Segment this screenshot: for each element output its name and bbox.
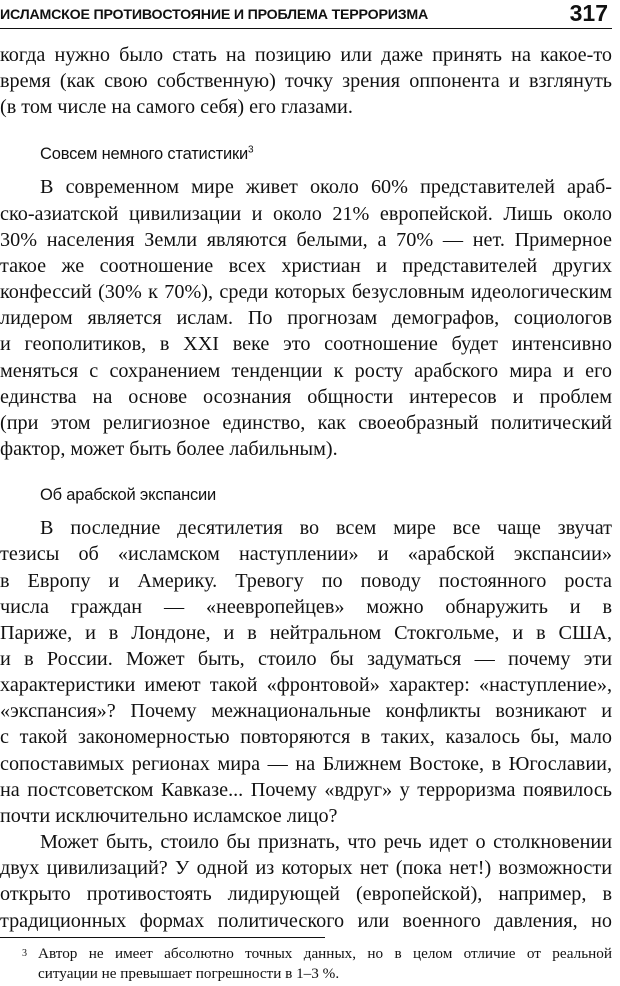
text-line: Париже, и в Лондоне, и в нейтральном Стокгольме, и в США, bbox=[0, 621, 612, 644]
text-line: В последние десятилетия во всем мире все чаще звучат bbox=[40, 517, 612, 540]
page-body bbox=[0, 42, 612, 934]
expansion-paragraph bbox=[0, 515, 612, 829]
footnote-reference: 3 bbox=[248, 144, 254, 156]
text-line: числа граждан — «неевропейцев» можно обнаружить и в bbox=[0, 595, 612, 618]
text-line: традиционных формах политического или военного давления, но bbox=[0, 909, 612, 932]
text-line: такое же соотношение всех христиан и представителей других bbox=[0, 254, 612, 277]
section-heading-text: Совсем немного статистики bbox=[40, 145, 249, 164]
text-line: на постсоветском Кавказе... Почему «вдруг» у терроризма появилось bbox=[0, 778, 612, 801]
text-line: время (как свою собственную) точку зрения оппонента и взглянуть bbox=[0, 70, 612, 93]
text-line: единства на основе осознания общности интересов и проблем bbox=[0, 385, 612, 408]
text-line: (при этом религиозное единство, как своеобразный политический bbox=[0, 411, 612, 434]
footnote-line: Автор не имеет абсолютно точных данных, но в целом отличие от реальной bbox=[38, 945, 612, 962]
footnote bbox=[0, 944, 612, 983]
text-line: лидером является ислам. По прогнозам демографов, социологов bbox=[0, 307, 612, 330]
text-line: и в России. Может быть, стоило бы задуматься — почему эти bbox=[0, 647, 612, 670]
text-line: и геополитиков, в XXI веке это соотношение будет интенсивно bbox=[0, 333, 612, 356]
text-line: характеристики имеют такой «фронтовой» характер: «наступление», bbox=[0, 674, 612, 697]
text-line: двух цивилизаций? У одной из которых нет (пока нет!) возможности bbox=[0, 857, 612, 880]
text-line: фактор, может быть более лабильным). bbox=[0, 438, 338, 461]
text-line: Может быть, стоило бы признать, что речь идет о столкновении bbox=[40, 831, 612, 854]
civilizations-paragraph bbox=[0, 829, 612, 934]
text-line: меняться с сохранением тенденции к росту арабского мира и его bbox=[0, 359, 612, 382]
text-line: ско-азиатской цивилизации и около 21% европейской. Лишь около bbox=[0, 202, 612, 225]
text-line: 30% населения Земли являются белыми, а 70% — нет. Примерное bbox=[0, 228, 612, 251]
text-line: сопоставимых регионах мира — на Ближнем Востоке, в Югославии, bbox=[0, 752, 612, 775]
text-line: почти исключительно исламское лицо? bbox=[0, 804, 338, 827]
text-line: открыто противостоять лидирующей (европейской), например, в bbox=[0, 883, 612, 906]
text-line: когда нужно было стать на позицию или даже принять на какое-то bbox=[0, 44, 612, 66]
text-line: (в том числе на самого себя) его глазами. bbox=[0, 96, 353, 119]
running-head bbox=[0, 0, 612, 29]
statistics-paragraph bbox=[0, 174, 612, 462]
text-line: с такой закономерностью повторяются в таких, казалось бы, мало bbox=[0, 726, 612, 749]
footnote-separator bbox=[0, 937, 325, 938]
page-number: 317 bbox=[569, 0, 608, 26]
section-heading-expansion: Об арабской экспансии bbox=[40, 486, 217, 505]
text-line: конфессий (30% к 70%), среди которых безусловным идеологическим bbox=[0, 281, 612, 304]
text-line: тезисы об «исламском наступлении» и «арабской экспансии» bbox=[0, 543, 612, 566]
footnote-line: ситуации не превышает погрешности в 1–3 %. bbox=[38, 964, 340, 982]
text-line: В современном мире живет около 60% представителей араб- bbox=[40, 176, 612, 199]
text-line: в Европу и Америку. Тревогу по поводу постоянного роста bbox=[0, 569, 612, 592]
text-line: «экспансия»? Почему межнациональные конфликты возникают и bbox=[0, 700, 612, 723]
running-title: ИСЛАМСКОЕ ПРОТИВОСТОЯНИЕ И ПРОБЛЕМА ТЕРРОРИЗМА bbox=[0, 7, 429, 23]
intro-paragraph bbox=[0, 42, 612, 120]
footnote-mark: 3 bbox=[22, 948, 27, 959]
section-heading-statistics bbox=[0, 143, 612, 165]
